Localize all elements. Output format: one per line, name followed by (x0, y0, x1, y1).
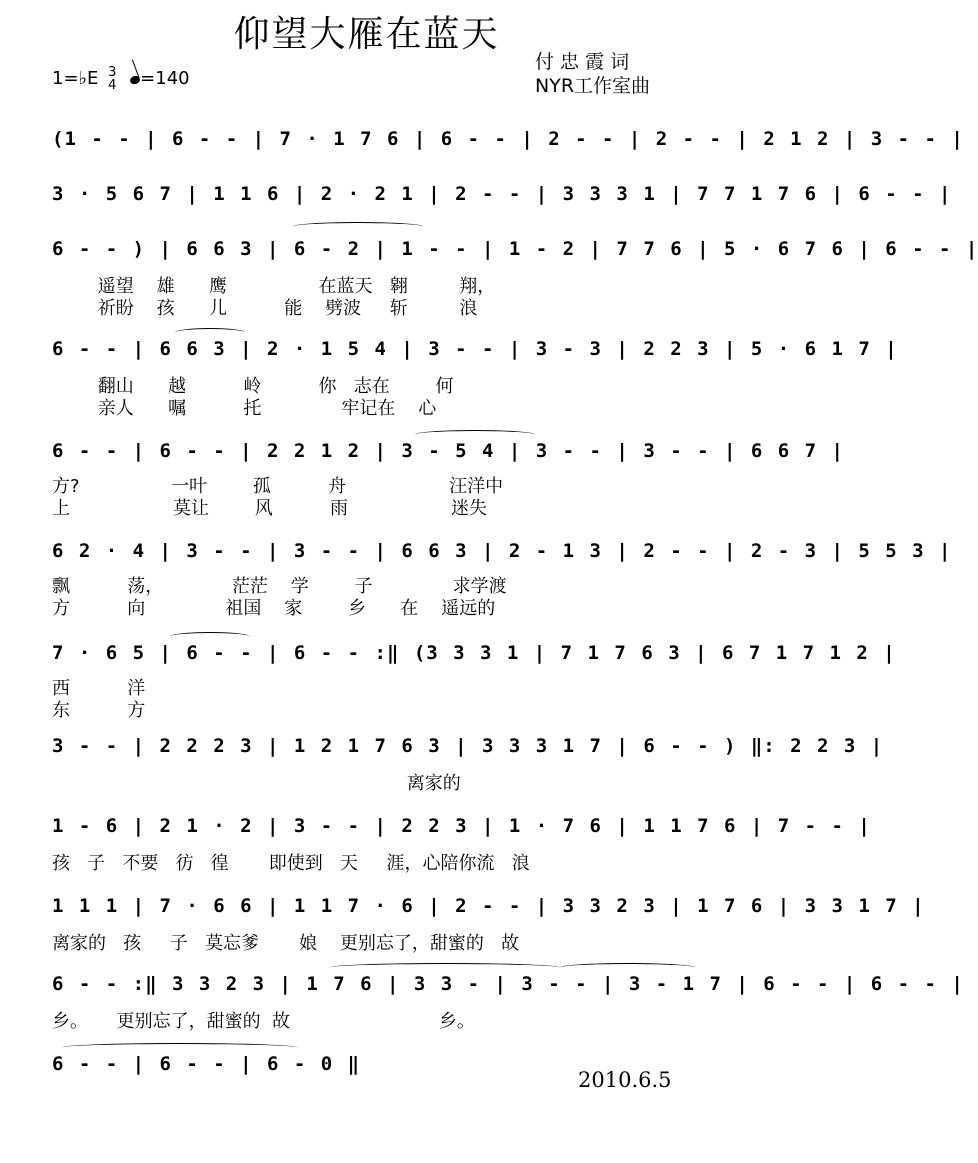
slur-mark (62, 1043, 297, 1052)
notes-row: 1 - 6 | 2 1 · 2 | 3 - - | 2 2 3 | 1 · 7 6 | 1 1 7 6 | 7 - - | (52, 815, 871, 837)
lyric-line: 离家的 孩 子 莫忘爹 娘 更别忘了，甜蜜的 故 (52, 933, 520, 954)
lyricist: 付 忠 霞 词 (535, 51, 630, 73)
lyric-line: 遥望 雄 鹰 在蓝天 翱 翔， (52, 276, 496, 297)
notes-row: 1 1 1 | 7 · 6 6 | 1 1 7 · 6 | 2 - - | 3 3 2 3 | 1 7 6 | 3 3 1 7 | (52, 895, 925, 917)
notes-row: 6 - - | 6 - - | 6 - 0 ‖ (52, 1053, 361, 1075)
time-signature (108, 66, 116, 92)
notes-row: 7 · 6 5 | 6 - - | 6 - - :‖ (3 3 3 1 | 7 1 7 6 3 | 6 7 1 7 1 2 | (52, 642, 896, 664)
notes-row: 6 - - ) | 6 6 3 | 6 - 2 | 1 - - | 1 - 2 | 7 7 6 | 5 · 6 7 6 | 6 - - | (52, 238, 978, 260)
date-stamp: 2010.6.5 (578, 1068, 672, 1092)
lyric-line: 东 方 (52, 700, 146, 721)
notes-row: 6 - - :‖ 3 3 2 3 | 1 7 6 | 3 3 - | 3 - - | 3 - 1 7 | 6 - - | 6 - - | (52, 973, 964, 995)
notes-row: 6 - - | 6 6 3 | 2 · 1 5 4 | 3 - - | 3 - 3 | 2 2 3 | 5 · 6 1 7 | (52, 338, 898, 360)
slur-mark (330, 963, 560, 972)
lyric-line: 祈盼 孩 儿 能 劈波 斩 浪 (52, 298, 478, 319)
key-label: 1=♭E (52, 68, 99, 89)
notes-row: 3 · 5 6 7 | 1 1 6 | 2 · 2 1 | 2 - - | 3 3 3 1 | 7 7 1 7 6 | 6 - - | (52, 183, 952, 205)
notes-row: 3 - - | 2 2 2 3 | 1 2 1 7 6 3 | 3 3 3 1 7 | 6 - - ) ‖: 2 2 3 | (52, 735, 884, 757)
composer: NYR工作室曲 (535, 75, 651, 97)
slur-mark (415, 430, 535, 439)
lyric-line: 孩 子 不要 彷 徨 即使到 天 涯，心陪你流 浪 (52, 853, 530, 874)
lyric-line: 方 向 祖国 家 乡 在 遥远的 (52, 598, 496, 619)
lyric-line: 乡。 更别忘了，甜蜜的 故 乡。 (52, 1011, 475, 1032)
lyric-line: 上 莫让 风 雨 迷失 (52, 498, 487, 519)
slur-mark (560, 963, 695, 972)
credits (535, 50, 650, 98)
time-top: 3 (108, 65, 117, 80)
lyric-line: 飘 荡， 茫茫 学 子 求学渡 (52, 576, 507, 597)
notes-row: 6 - - | 6 - - | 2 2 1 2 | 3 - 5 4 | 3 - - | 3 - - | 6 6 7 | (52, 440, 844, 462)
slur-mark (175, 328, 245, 337)
key-signature (52, 66, 190, 92)
song-title: 仰望大雁在蓝天 (233, 14, 500, 55)
slur-mark (293, 222, 423, 231)
lyric-line: 亲人 嘱 托 牢记在 心 (52, 398, 437, 419)
notes-row: (1 - - | 6 - - | 7 · 1 7 6 | 6 - - | 2 - - | 2 - - | 2 1 2 | 3 - - | (52, 128, 964, 150)
slur-mark (170, 632, 250, 641)
lyric-line: 翻山 越 岭 你 志在 何 (52, 376, 454, 397)
lyric-line: 方? 一叶 孤 舟 汪洋中 (52, 476, 504, 497)
lyric-line: 离家的 (52, 773, 461, 794)
tempo: =140 (140, 68, 190, 89)
lyric-line: 西 洋 (52, 678, 146, 699)
notes-row: 6 2 · 4 | 3 - - | 3 - - | 6 6 3 | 2 - 1 3 | 2 - - | 2 - 3 | 5 5 3 | (52, 540, 952, 562)
time-bottom: 4 (108, 78, 117, 93)
